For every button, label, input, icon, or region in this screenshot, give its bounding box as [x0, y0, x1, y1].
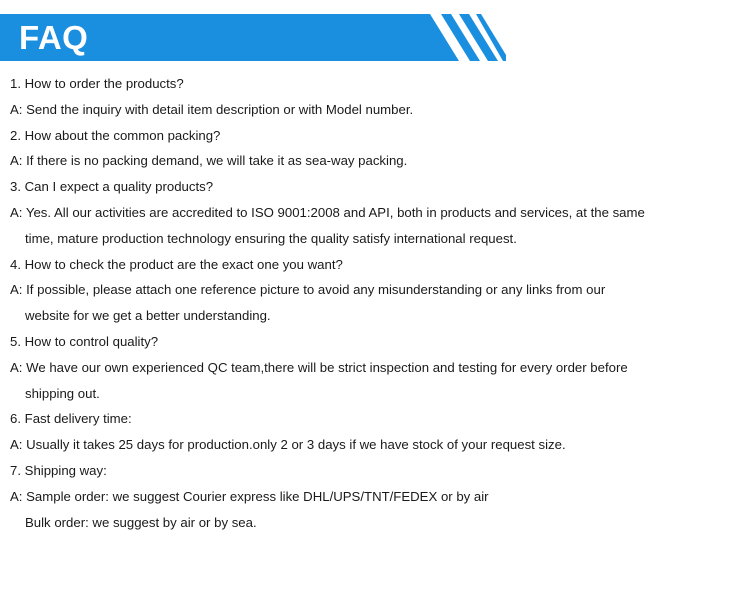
page-title: FAQ: [19, 19, 89, 56]
faq-answer-4-continued: website for we get a better understanding.: [25, 308, 271, 324]
faq-answer-7-continued: Bulk order: we suggest by air or by sea.: [25, 514, 257, 530]
faq-banner: [0, 14, 506, 61]
faq-answer-7: A: Sample order: we suggest Courier express like DHL/UPS/TNT/FEDEX or by air: [10, 488, 489, 504]
faq-question-7: 7. Shipping way:: [10, 462, 107, 478]
faq-question-3: 3. Can I expect a quality products?: [10, 179, 214, 195]
faq-answer-6: A: Usually it takes 25 days for production.only 2 or 3 days if we have stock of your request size.: [10, 437, 566, 453]
faq-answer-5: A: We have our own experienced QC team,there will be strict inspection and testing for every order before: [10, 359, 628, 375]
faq-answer-5-continued: shipping out.: [25, 385, 100, 401]
faq-question-4: 4. How to check the product are the exact one you want?: [10, 256, 343, 272]
faq-question-5: 5. How to control quality?: [10, 333, 159, 349]
faq-answer-3-continued: time, mature production technology ensuring the quality satisfy international request.: [25, 230, 517, 246]
faq-answer-2: A: If there is no packing demand, we will take it as sea-way packing.: [10, 153, 408, 169]
faq-question-2: 2. How about the common packing?: [10, 127, 221, 143]
faq-answer-4: A: If possible, please attach one reference picture to avoid any misunderstanding or any links from our: [10, 282, 606, 298]
faq-list: [10, 71, 740, 535]
faq-question-6: 6. Fast delivery time:: [10, 411, 132, 427]
faq-answer-3: A: Yes. All our activities are accredited to ISO 9001:2008 and API, both in products and services, at the same: [10, 204, 645, 220]
faq-question-1: 1. How to order the products?: [10, 76, 184, 91]
faq-answer-1: A: Send the inquiry with detail item description or with Model number.: [10, 101, 414, 117]
